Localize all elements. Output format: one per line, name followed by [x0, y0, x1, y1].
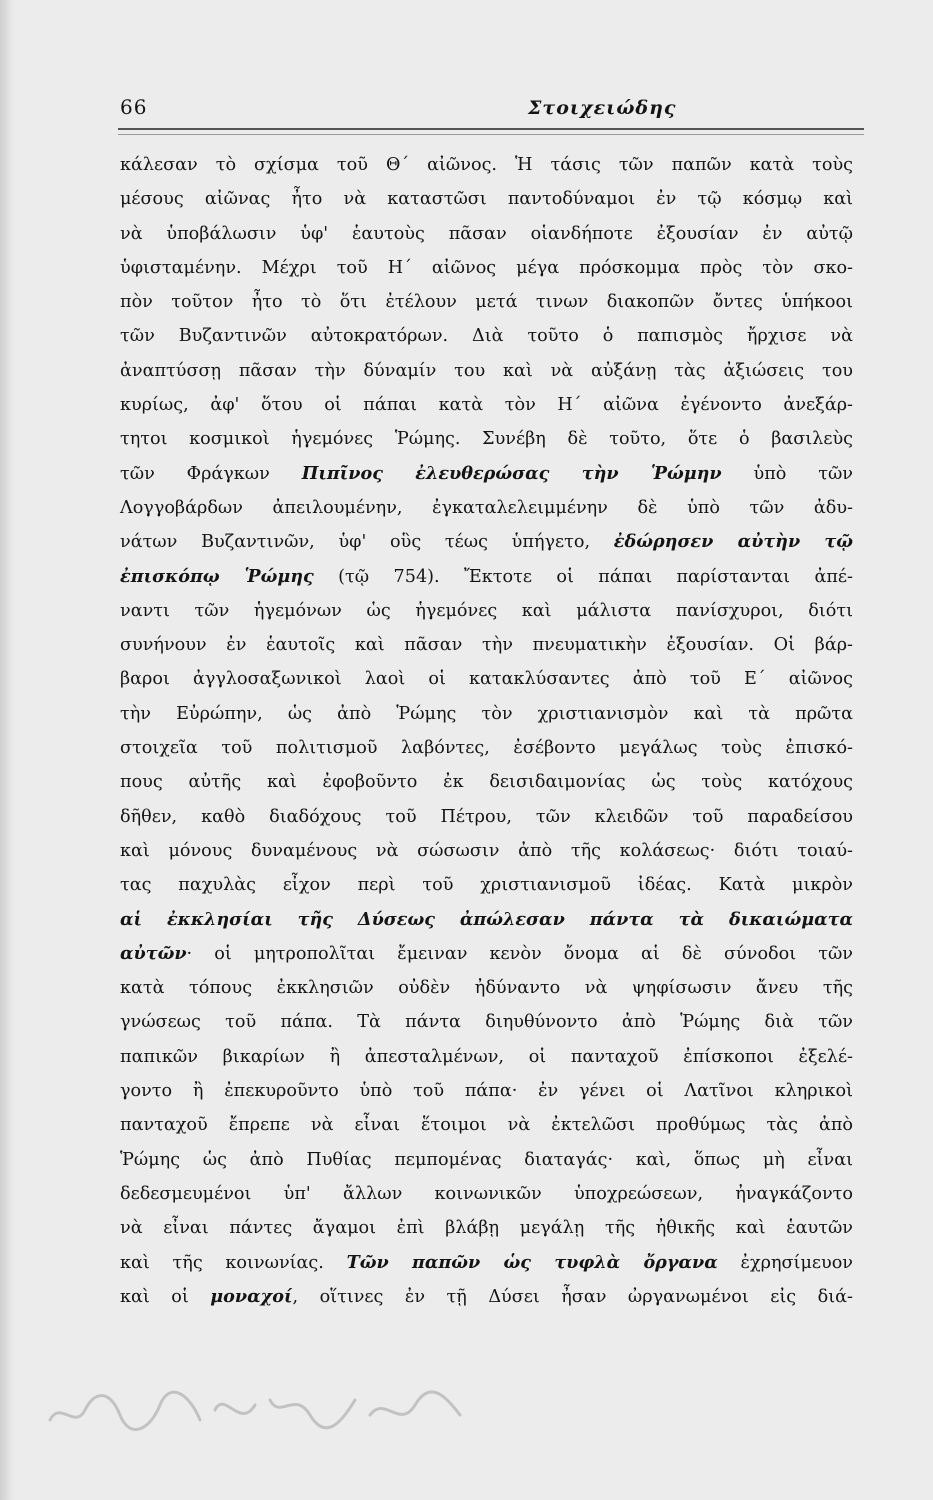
text-line — [120, 1280, 853, 1314]
text-span: παπικῶν βικαρίων ἢ ἀπεσταλμένων, οἱ πανταχοῦ ἐπίσκοποι ἐξελέ- — [120, 1046, 853, 1067]
text-line — [120, 937, 853, 971]
text-span: στοιχεῖα τοῦ πολιτισμοῦ λαβόντες, ἐσέβοντο μεγάλως τοὺς ἐπισκό- — [120, 738, 853, 759]
text-line — [120, 560, 853, 594]
text-span: ναντι τῶν ἡγεμόνων ὡς ἡγεμόνες καὶ μάλιστα πανίσχυροι, διότι — [120, 600, 853, 621]
emphasis-text: Τῶν παπῶν ὡς τυφλὰ ὄργανα — [346, 1251, 718, 1273]
text-span: νὰ εἶναι πάντες ἄγαμοι ἐπὶ βλάβῃ μεγάλῃ τῆς ἠθικῆς καὶ ἑαυτῶν — [120, 1218, 853, 1239]
emphasis-text: αὐτῶν — [120, 942, 187, 964]
text-line — [120, 594, 853, 628]
text-span: κατὰ τόπους ἐκκλησιῶν οὐδὲν ἠδύναντο νὰ ψηφίσωσιν ἄνευ τῆς — [120, 978, 853, 999]
text-span: βαροι ἀγγλοσαξωνικοὶ λαοὶ οἱ κατακλύσαντες ἀπὸ τοῦ Ε΄ αἰῶνος — [120, 669, 853, 690]
text-line — [120, 697, 853, 731]
page-number: 66 — [120, 95, 148, 119]
text-span: γνώσεως τοῦ πάπα. Τὰ πάντα διηυθύνοντο ἀπὸ Ῥώμης διὰ τῶν — [120, 1012, 853, 1033]
page-fold-shadow — [0, 0, 14, 1500]
text-span: καὶ οἱ — [120, 1286, 211, 1307]
text-line — [120, 388, 853, 422]
text-span: , οἵτινες ἐν τῇ Δύσει ἦσαν ὠργανωμένοι εἰς διά- — [292, 1286, 853, 1307]
header-rule-thin — [118, 134, 864, 135]
text-span: (τῷ 754). Ἔκτοτε οἱ πάπαι παρίστανται ἀπέ- — [313, 566, 853, 587]
text-line — [120, 148, 853, 182]
emphasis-text: μοναχοί — [210, 1285, 293, 1307]
text-line — [120, 1108, 853, 1142]
text-line — [120, 217, 853, 251]
text-line — [120, 319, 853, 353]
text-line — [120, 422, 853, 456]
text-span: καὶ μόνους δυναμένους νὰ σώσωσιν ἀπὸ τῆς κολάσεως· διότι τοιαύ- — [120, 840, 853, 861]
text-line — [120, 628, 853, 662]
text-line — [120, 1040, 853, 1074]
text-span: τας παχυλὰς εἶχον περὶ τοῦ χριστιανισμοῦ ἰδέας. Κατὰ μικρὸν — [120, 875, 853, 896]
text-span: Ῥώμης ὡς ἀπὸ Πυθίας πεμπομένας διαταγάς· καὶ, ὅπως μὴ εἶναι — [120, 1149, 853, 1170]
running-title: Στοιχειώδης — [528, 97, 677, 119]
text-span: κάλεσαν τὸ σχίσμα τοῦ Θ΄ αἰῶνος. Ἡ τάσις τῶν παπῶν κατὰ τοὺς — [120, 155, 853, 175]
text-line — [120, 834, 853, 868]
text-line — [120, 868, 853, 902]
page-header — [120, 95, 860, 125]
text-span: τῶν Φράγκων — [120, 463, 302, 484]
text-span: κυρίως, ἀφ' ὅτου οἱ πάπαι κατὰ τὸν Η΄ αἰῶνα ἐγένοντο ἀνεξάρ- — [120, 395, 853, 416]
text-line — [120, 1005, 853, 1039]
text-span: πανταχοῦ ἔπρεπε νὰ εἶναι ἕτοιμοι νὰ ἐκτελῶσι προθύμως τὰς ἀπὸ — [120, 1115, 853, 1136]
text-span: ὑπὸ τῶν — [721, 463, 854, 484]
text-span: ἀναπτύσσῃ πᾶσαν τὴν δύναμίν του καὶ νὰ αὐξάνῃ τὰς ἀξιώσεις του — [120, 360, 853, 381]
text-span: δεδεσμευμένοι ὑπ' ἄλλων κοινωνικῶν ὑποχρεώσεων, ἠναγκάζοντο — [120, 1183, 853, 1204]
text-span: καὶ τῆς κοινωνίας. — [120, 1252, 347, 1273]
pencil-marginalia — [40, 1360, 500, 1450]
text-span: νὰ ὑποβάλωσιν ὑφ' ἑαυτοὺς πᾶσαν οἱανδήποτε ἐξουσίαν ἐν αὐτῷ — [120, 223, 853, 244]
text-span: τῶν Βυζαντινῶν αὐτοκρατόρων. Διὰ τοῦτο ὁ παπισμὸς ἤρχισε νὰ — [120, 326, 853, 347]
emphasis-text: αἱ ἐκκλησίαι τῆς Δύσεως ἀπώλεσαν πάντα τὰ δικαιώματα — [120, 908, 853, 930]
text-span: Λογγοβάρδων ἀπειλουμένην, ἐγκαταλελειμμένην δὲ ὑπὸ τῶν ἀδυ- — [120, 497, 853, 518]
text-line — [120, 903, 853, 937]
emphasis-text: ἐπισκόπῳ Ῥώμης — [120, 565, 314, 587]
text-span: μέσους αἰῶνας ἦτο νὰ καταστῶσι παντοδύναμοι ἐν τῷ κόσμῳ καὶ — [120, 189, 853, 210]
text-span: γοντο ἢ ἐπεκυροῦντο ὑπὸ τοῦ πάπα· ἐν γένει οἱ Λατῖνοι κληρικοὶ — [120, 1081, 853, 1102]
text-span: · οἱ μητροπολῖται ἔμειναν κενὸν ὄνομα αἱ δὲ σύνοδοι τῶν — [186, 943, 853, 964]
text-span: ὑφισταμένην. Μέχρι τοῦ Η΄ αἰῶνος μέγα πρόσκομμα πρὸς τὸν σκο- — [120, 257, 853, 278]
text-line — [120, 731, 853, 765]
text-line — [120, 1143, 853, 1177]
text-span: τητοι κοσμικοὶ ἡγεμόνες Ῥώμης. Συνέβη δὲ τοῦτο, ὅτε ὁ βασιλεὺς — [120, 429, 853, 450]
text-line — [120, 285, 853, 319]
text-line — [120, 800, 853, 834]
text-line — [120, 354, 853, 388]
emphasis-text: ἐδώρησεν αὐτὴν τῷ — [613, 531, 853, 553]
text-line — [120, 525, 853, 559]
text-span: συνήνουν ἐν ἑαυτοῖς καὶ πᾶσαν τὴν πνευματικὴν ἐξουσίαν. Οἱ βάρ- — [120, 635, 853, 656]
text-span: δῆθεν, καθὸ διαδόχους τοῦ Πέτρου, τῶν κλειδῶν τοῦ παραδείσου — [120, 806, 853, 827]
emphasis-text: Πιπῖνος ἐλευθερώσας τὴν Ῥώμην — [301, 462, 722, 484]
text-span: ἐχρησίμευον — [717, 1252, 853, 1273]
text-line — [120, 1177, 853, 1211]
text-line — [120, 491, 853, 525]
text-span: τὴν Εὐρώπην, ὡς ἀπὸ Ῥώμης τὸν χριστιανισμὸν καὶ τὰ πρῶτα — [120, 703, 853, 724]
text-line — [120, 1074, 853, 1108]
body-text — [120, 148, 853, 1314]
text-span: πους αὐτῆς καὶ ἐφοβοῦντο ἐκ δεισιδαιμονίας ὡς τοὺς κατόχους — [120, 772, 853, 793]
text-line — [120, 971, 853, 1005]
text-line — [120, 457, 853, 491]
text-line — [120, 662, 853, 696]
text-line — [120, 765, 853, 799]
text-line — [120, 1211, 853, 1245]
header-rule — [118, 128, 864, 130]
text-line — [120, 251, 853, 285]
text-span: νάτων Βυζαντινῶν, ὑφ' οὓς τέως ὑπήγετο, — [120, 532, 614, 553]
text-span: πὸν τοῦτον ἦτο τὸ ὅτι ἐτέλουν μετά τινων διακοπῶν ὄντες ὑπήκοοι — [120, 292, 853, 313]
text-line — [120, 182, 853, 216]
text-line — [120, 1246, 853, 1280]
